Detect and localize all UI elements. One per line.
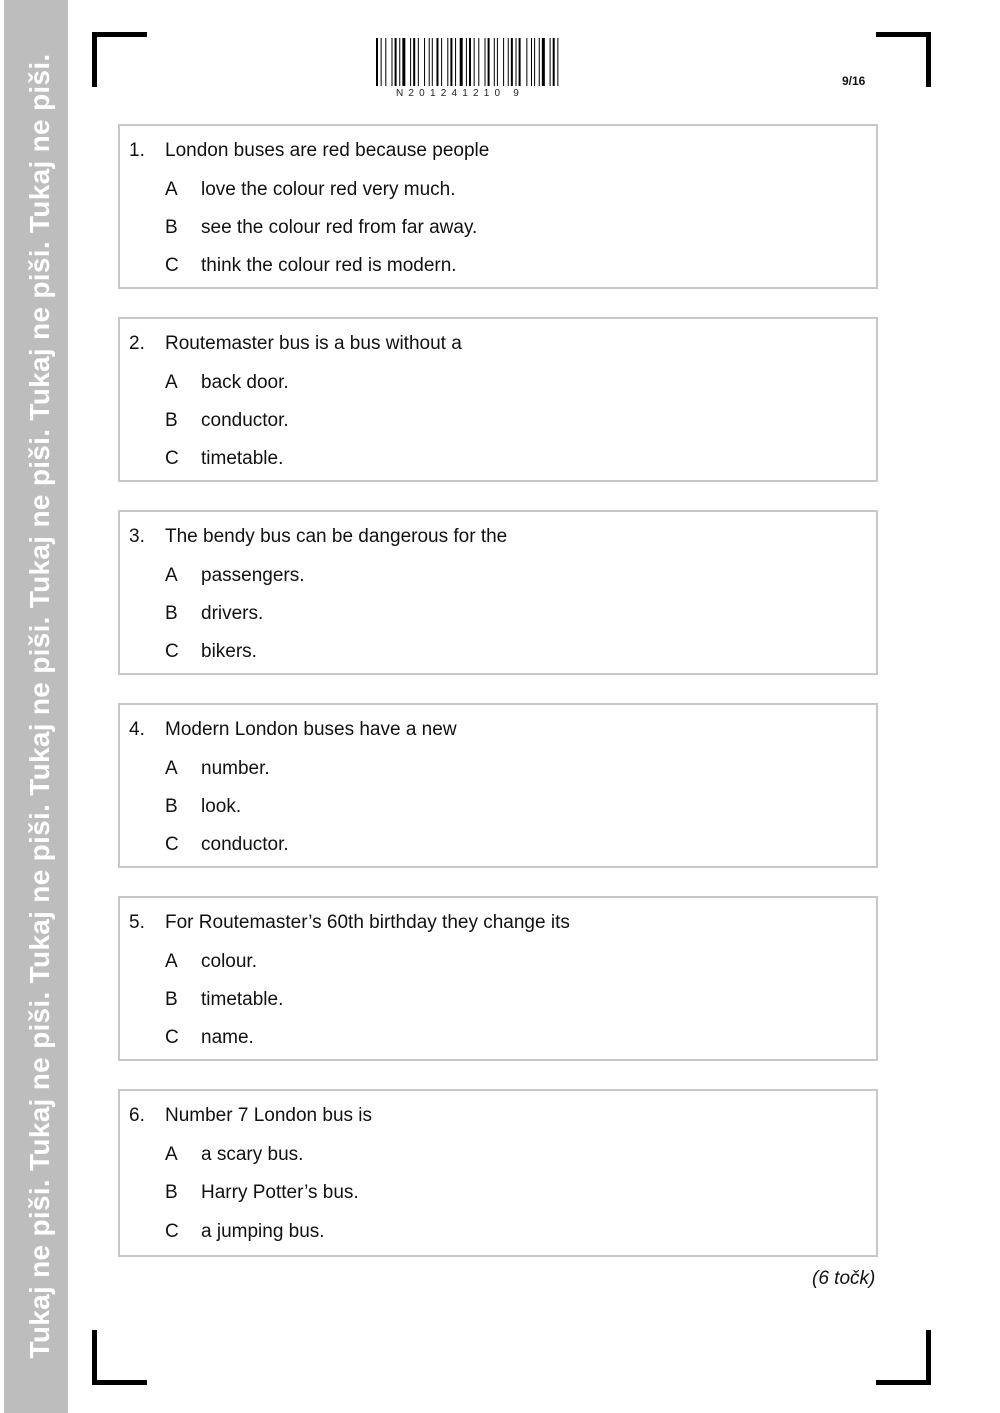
- option-letter: C: [165, 1027, 179, 1048]
- question-number: 1.: [129, 140, 145, 161]
- question-number: 2.: [129, 333, 145, 354]
- corner-mark-bottom-right: [876, 1330, 931, 1385]
- option-letter: C: [165, 1221, 179, 1242]
- corner-mark-top-right: [876, 32, 931, 87]
- option-b[interactable]: [165, 796, 241, 818]
- option-letter: B: [165, 603, 178, 624]
- question-text: Modern London buses have a new: [165, 719, 457, 740]
- option-text: Harry Potter’s bus.: [201, 1182, 359, 1203]
- option-text: colour.: [201, 951, 257, 972]
- option-text: conductor.: [201, 410, 289, 431]
- option-letter: B: [165, 217, 178, 238]
- option-text: a jumping bus.: [201, 1221, 325, 1242]
- question-box-5: [118, 896, 878, 1061]
- option-letter: C: [165, 448, 179, 469]
- option-letter: B: [165, 1182, 178, 1203]
- question-stem: [129, 719, 457, 741]
- option-b[interactable]: [165, 217, 477, 239]
- do-not-write-label: Tukaj ne piši. Tukaj ne piši. Tukaj ne piši. Tukaj ne piši. Tukaj ne piši. Tukaj ne piši. Tukaj ne piši.: [24, 53, 55, 1359]
- option-text: back door.: [201, 372, 289, 393]
- option-letter: B: [165, 796, 178, 817]
- question-stem: [129, 912, 570, 934]
- corner-mark-top-left: [92, 32, 147, 87]
- option-letter: C: [165, 255, 179, 276]
- question-box-2: [118, 317, 878, 482]
- question-text: For Routemaster’s 60th birthday they change its: [165, 912, 570, 933]
- option-text: drivers.: [201, 603, 264, 624]
- option-b[interactable]: [165, 410, 289, 432]
- option-text: look.: [201, 796, 242, 817]
- option-text: bikers.: [201, 641, 257, 662]
- option-letter: A: [165, 565, 178, 586]
- points-label: (6 točk): [812, 1268, 876, 1289]
- question-number: 5.: [129, 912, 145, 933]
- option-b[interactable]: [165, 603, 263, 625]
- option-a[interactable]: [165, 179, 456, 201]
- option-c[interactable]: [165, 834, 289, 856]
- question-box-3: [118, 510, 878, 675]
- option-text: a scary bus.: [201, 1144, 304, 1165]
- option-c[interactable]: [165, 1027, 254, 1049]
- option-text: love the colour red very much.: [201, 179, 456, 200]
- do-not-write-strip: [4, 0, 68, 1413]
- option-letter: C: [165, 834, 179, 855]
- question-number: 3.: [129, 526, 145, 547]
- question-stem: [129, 333, 462, 355]
- option-text: name.: [201, 1027, 254, 1048]
- option-a[interactable]: [165, 758, 270, 780]
- option-a[interactable]: [165, 565, 305, 587]
- option-letter: C: [165, 641, 179, 662]
- option-c[interactable]: [165, 1221, 325, 1243]
- option-b[interactable]: [165, 989, 283, 1011]
- barcode-number: N201241210 9: [396, 88, 525, 99]
- option-letter: A: [165, 179, 178, 200]
- option-letter: A: [165, 758, 178, 779]
- corner-mark-bottom-left: [92, 1330, 147, 1385]
- option-text: think the colour red is modern.: [201, 255, 457, 276]
- option-text: see the colour red from far away.: [201, 217, 478, 238]
- option-text: number.: [201, 758, 270, 779]
- option-letter: B: [165, 989, 178, 1010]
- option-c[interactable]: [165, 641, 257, 663]
- option-text: passengers.: [201, 565, 305, 586]
- page-number: 9/16: [842, 74, 866, 88]
- question-number: 6.: [129, 1105, 145, 1126]
- option-letter: A: [165, 372, 178, 393]
- option-text: timetable.: [201, 989, 284, 1010]
- barcode: [376, 38, 624, 86]
- option-letter: A: [165, 951, 178, 972]
- option-letter: A: [165, 1144, 178, 1165]
- question-box-6: [118, 1089, 878, 1257]
- question-number: 4.: [129, 719, 145, 740]
- question-text: Routemaster bus is a bus without a: [165, 333, 462, 354]
- option-b[interactable]: [165, 1182, 359, 1204]
- question-text: Number 7 London bus is: [165, 1105, 373, 1126]
- option-a[interactable]: [165, 951, 257, 973]
- option-a[interactable]: [165, 1144, 303, 1166]
- option-a[interactable]: [165, 372, 289, 394]
- question-box-4: [118, 703, 878, 868]
- question-text: London buses are red because people: [165, 140, 490, 161]
- option-letter: B: [165, 410, 178, 431]
- option-c[interactable]: [165, 255, 457, 277]
- option-text: timetable.: [201, 448, 284, 469]
- question-stem: [129, 140, 489, 162]
- option-text: conductor.: [201, 834, 289, 855]
- question-stem: [129, 526, 507, 548]
- question-stem: [129, 1105, 372, 1127]
- question-box-1: [118, 124, 878, 289]
- option-c[interactable]: [165, 448, 283, 470]
- question-text: The bendy bus can be dangerous for the: [165, 526, 508, 547]
